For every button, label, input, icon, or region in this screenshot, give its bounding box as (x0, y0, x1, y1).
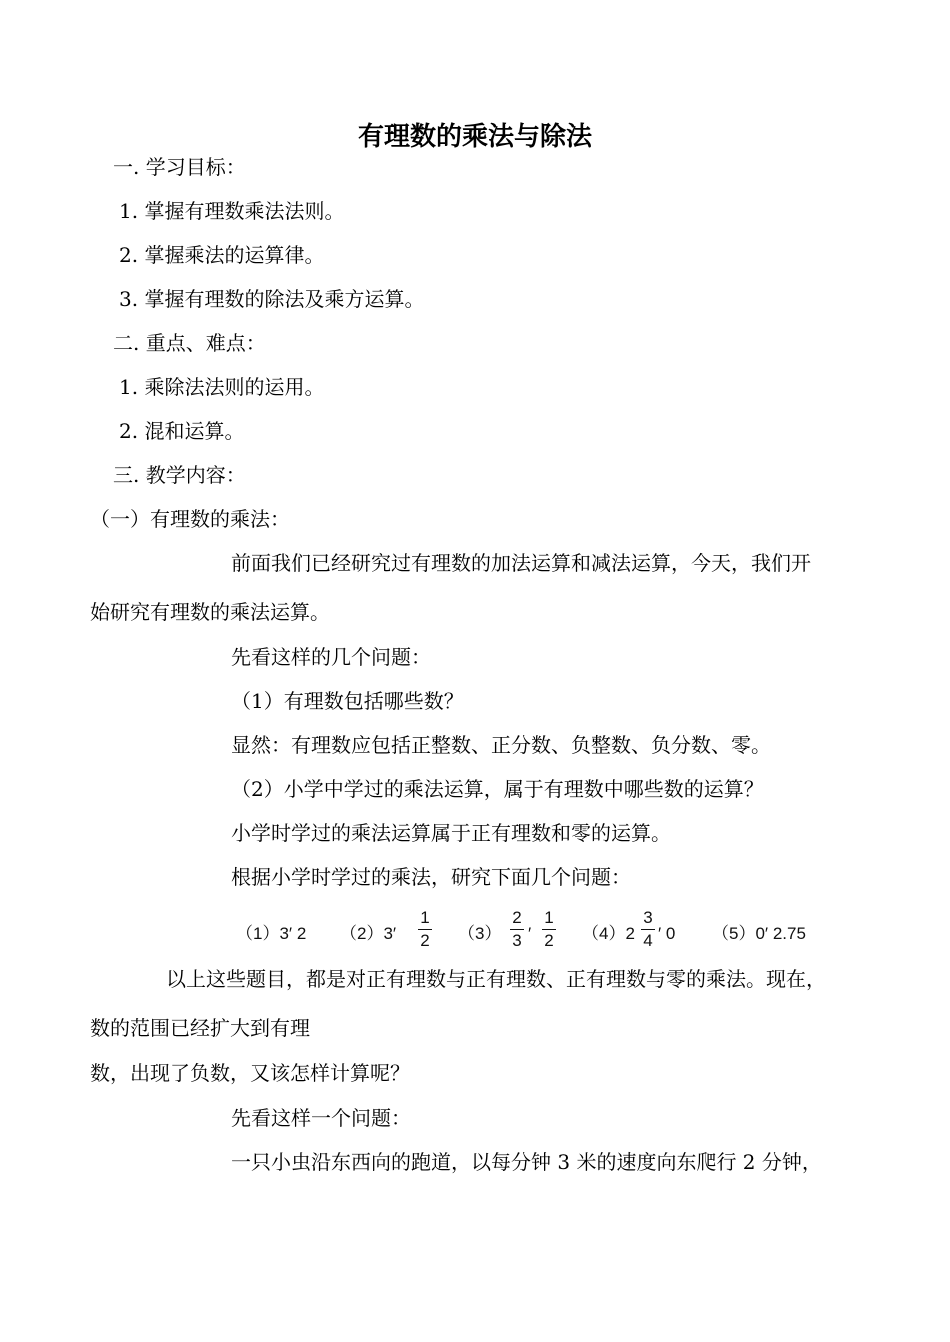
denominator: 4 (643, 931, 653, 950)
paragraph-line: 数，出现了负数，又该怎样计算呢？ (90, 1061, 410, 1085)
fraction-bar (542, 929, 556, 930)
exercise-5: （5）0′ 2.75 (712, 924, 806, 943)
section-heading-content: 三. 教学内容： (113, 463, 246, 487)
numerator: 3 (643, 908, 653, 927)
answer-line: 显然：有理数应包括正整数、正分数、负整数、负分数、零。 (231, 733, 771, 757)
subsection-heading: （一）有理数的乘法： (90, 507, 290, 531)
denominator: 2 (544, 931, 554, 950)
paragraph-line: 根据小学时学过的乘法，研究下面几个问题： (231, 865, 631, 889)
numerator: 2 (512, 908, 522, 927)
fraction (542, 908, 556, 951)
objective-item: 1. 掌握有理数乘法法则。 (119, 199, 345, 223)
paragraph-line: 以上这些题目，都是对正有理数与正有理数、正有理数与零的乘法。现在， (166, 967, 826, 991)
exercise-2-prefix: （2）3′ (340, 924, 397, 943)
objective-item: 2. 掌握乘法的运算律。 (119, 243, 325, 267)
numerator: 1 (420, 908, 430, 927)
paragraph-line: 先看这样一个问题： (231, 1106, 411, 1130)
exercise-1: （1）3′ 2 (236, 924, 307, 943)
paragraph-line: 一只小虫沿东西向的跑道，以每分钟 3 米的速度向东爬行 2 分钟， (231, 1150, 822, 1174)
page-title: 有理数的乘法与除法 (357, 122, 592, 152)
question-line: （2）小学中学过的乘法运算，属于有理数中哪些数的运算？ (231, 777, 764, 801)
objective-item: 3. 掌握有理数的除法及乘方运算。 (119, 287, 425, 311)
fraction-bar (510, 929, 524, 930)
section-heading-objectives: 一. 学习目标： (113, 155, 246, 179)
exercise-4-suffix: ′ 0 (658, 924, 676, 943)
multiply-sign: ′ (528, 924, 532, 943)
fraction (510, 908, 524, 951)
exercise-3-prefix: （3） (458, 924, 502, 943)
paragraph-line: 始研究有理数的乘法运算。 (90, 600, 330, 624)
fraction-bar (418, 929, 432, 930)
paragraph-line: 数的范围已经扩大到有理 (90, 1016, 310, 1040)
paragraph-line: 前面我们已经研究过有理数的加法运算和减法运算，今天，我们开 (231, 551, 811, 575)
exercise-row (236, 908, 836, 962)
denominator: 2 (420, 931, 430, 950)
exercise-4-prefix: （4）2 (582, 924, 635, 943)
fraction (641, 908, 655, 951)
paragraph-line: 先看这样的几个问题： (231, 645, 431, 669)
section-heading-key-points: 二. 重点、难点： (113, 331, 266, 355)
fraction-bar (641, 929, 655, 930)
answer-line: 小学时学过的乘法运算属于正有理数和零的运算。 (231, 821, 671, 845)
question-line: （1）有理数包括哪些数？ (231, 689, 464, 713)
fraction (418, 908, 432, 951)
key-point-item: 1. 乘除法法则的运用。 (119, 375, 325, 399)
key-point-item: 2. 混和运算。 (119, 419, 245, 443)
denominator: 3 (512, 931, 522, 950)
numerator: 1 (544, 908, 554, 927)
